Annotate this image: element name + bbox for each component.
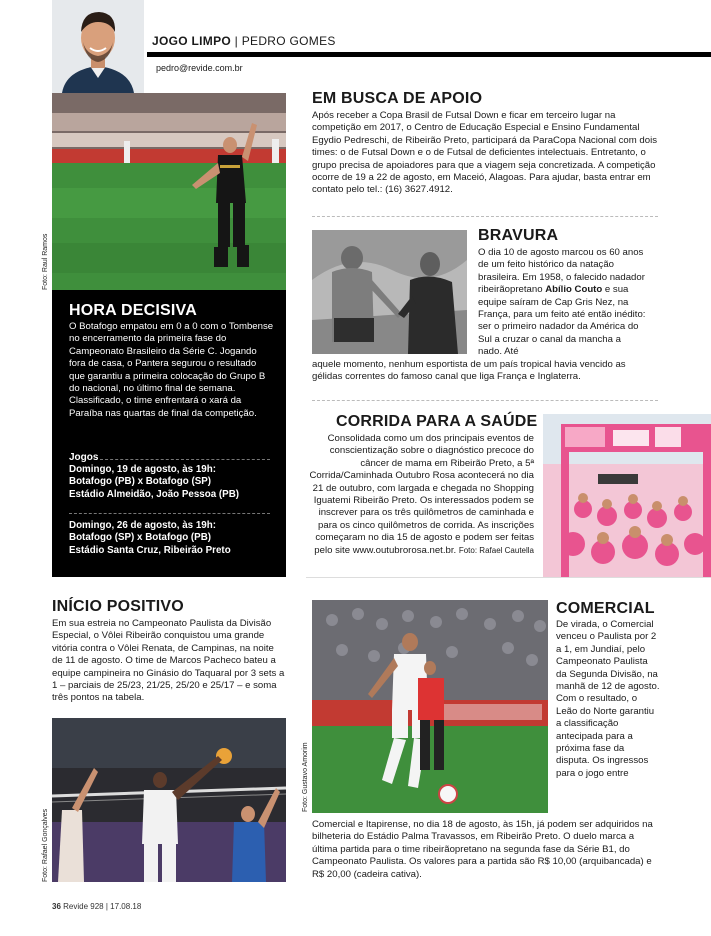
em-busca-divider <box>312 216 658 217</box>
magazine-name: Revide 928 <box>63 902 104 911</box>
botafogo-photo <box>52 93 286 290</box>
bravura-body-continued: aquele momento, nenhum esportista de um país tropical havia vencido as gélidas correntes do famoso canal que liga França e Inglaterra. <box>312 359 626 383</box>
comercial-photo <box>312 600 548 813</box>
bravura-body <box>478 247 646 359</box>
columnist-photo <box>52 0 144 93</box>
games-label: Jogos <box>69 452 99 463</box>
game-1-match: Botafogo (PB) x Botafogo (SP) <box>69 476 212 488</box>
column-title: JOGO LIMPO <box>152 34 232 48</box>
hora-decisiva-body: O Botafogo empatou em 0 a 0 com o Tombense no encerramento da primeira fase do Campeonato Brasileiro da Série C. Jogando fora de casa, o Pantera segurou o resultado que garantiu a primeira colocação do Grupo B do nacional, no último final de semana. Classificado, o time enfrentará o xará da Paraíba nas quartas de final da competição. <box>69 321 274 419</box>
column-email: pedro@revide.com.br <box>156 63 243 73</box>
hora-decisiva-title: HORA DECISIVA <box>69 302 197 319</box>
inicio-title: INÍCIO POSITIVO <box>52 598 184 615</box>
volei-photo <box>52 718 286 882</box>
game-2 <box>69 520 279 557</box>
page-number: 36 <box>52 902 61 911</box>
corrida-box-rule <box>306 577 711 578</box>
column-separator: | <box>234 34 239 48</box>
inicio-body: Em sua estreia no Campeonato Paulista da Divisão Especial, o Vôlei Ribeirão conquistou uma grande vitória contra o Vôlei Renata, de Campinas, na noite de 11 de agosto. O time de Marcos Pacheco bateu a equipe campineira no Ginásio do Taquaral por 3 sets a 1 – parciais de 25/23, 21/25, 25/20 e 25/17 – e soma três pontos na tabela. <box>52 618 285 704</box>
comercial-body-bottom: Comercial e Itapirense, no dia 18 de agosto, às 15h, já podem ser adquiridos na bilheteria do Estádio Palma Travassos, em Ribeirão Preto. O duelo marca a última partida para o time ribeirãopretano na segunda fase da Série B1, do Campeonato Paulista. Os valores para a partida são R$ 10,00 (arquibancada) e R$ 20,00 (cadeira cativa). <box>312 819 653 880</box>
volei-photo-credit: Foto: Rafael Gonçalves <box>42 808 49 882</box>
em-busca-body: Após receber a Copa Brasil de Futsal Down e ficar em terceiro lugar na competição em 2017, o Centro de Educação Especial e Ensino Fundamental Egydio Pedreschi, de Ribeirão Preto, participará da ParaCopa Nacional com dois times: o de Futsal Down e o de Futsal de deficientes intelectuais. Entretanto, o grupo precisa de apoiadores para que a viagem seja concretizada. A competição ocorre de 19 a 22 de agosto, em Maceió, Alagoas. Para ajudar, basta entrar em contato pelo tel.: (16) 3627.4912. <box>312 110 658 196</box>
column-header <box>152 34 336 48</box>
games-divider-2 <box>69 513 270 514</box>
game-2-match: Botafogo (SP) x Botafogo (PB) <box>69 532 212 544</box>
corrida-photo-credit: Foto: Rafael Cautella <box>458 545 534 555</box>
game-2-venue: Estádio Santa Cruz, Ribeirão Preto <box>69 544 231 556</box>
corrida-photo <box>543 414 711 577</box>
game-1-date: Domingo, 19 de agosto, às 19h: <box>69 464 216 475</box>
comercial-title: COMERCIAL <box>556 600 655 617</box>
bravura-photo <box>312 230 467 354</box>
bravura-title: BRAVURA <box>478 227 559 244</box>
footer-separator: | <box>105 902 108 911</box>
comercial-photo-credit: Foto: Gustavo Amorim <box>302 742 309 812</box>
corrida-body-text: Consolidada como um dos principais eventos de conscientização sobre o diagnóstico precoce do câncer de mama em Ribeirão Preto, a 5ª Corrida/Caminhada Outubro Rosa acontecerá no dia 21 de outubro, com largada e chegada no Shopping Iguatemi Ribeirão Preto. Os interessados podem se inscrever para os três quilômetros de caminhada e para os cinco quilômetros de corrida. As inscrições começaram no dia 15 de agosto e podem ser feitas pelo site <box>309 433 534 556</box>
issue-date: 17.08.18 <box>110 902 142 911</box>
game-1 <box>69 464 279 501</box>
column-rule <box>147 52 711 57</box>
games-divider-1 <box>100 459 270 460</box>
page-footer <box>52 902 141 911</box>
column-author: PEDRO GOMES <box>241 34 336 48</box>
game-2-date: Domingo, 26 de agosto, às 19h: <box>69 520 216 531</box>
game-1-venue: Estádio Almeidão, João Pessoa (PB) <box>69 488 240 500</box>
botafogo-photo-credit: Foto: Raul Ramos <box>42 233 49 290</box>
em-busca-title: EM BUSCA DE APOIO <box>312 90 483 107</box>
hora-decisiva-box <box>52 290 286 577</box>
bravura-body-b: e sua equipe saíram de Cap Gris Nez, na França, para um feito até então inédito: ser o primeiro nadador da América do Sul a cruzar o canal da mancha a nado. Até <box>478 284 646 358</box>
corrida-body <box>306 433 534 557</box>
bravura-name: Abílio Couto <box>545 284 603 296</box>
corrida-title: CORRIDA PARA A SAÚDE <box>336 413 538 430</box>
corrida-site-link[interactable]: www.outubrorosa.net.br. <box>352 544 457 556</box>
bravura-divider <box>312 400 658 401</box>
bravura-body-a: O dia 10 de agosto marcou os 60 anos de um feito histórico da natação brasileira. Em 1958, o falecido nadador ribeirãopretano <box>478 247 645 296</box>
comercial-body-side: De virada, o Comercial venceu o Paulista por 2 a 1, em Jundiaí, pelo Campeonato Paulista da Segunda Divisão, na manhã de 12 de agosto. Com o resultado, o Leão do Norte garantiu a classificação antecipada para a próxima fase da disputa. Os ingressos para o jogo entre <box>556 619 660 779</box>
